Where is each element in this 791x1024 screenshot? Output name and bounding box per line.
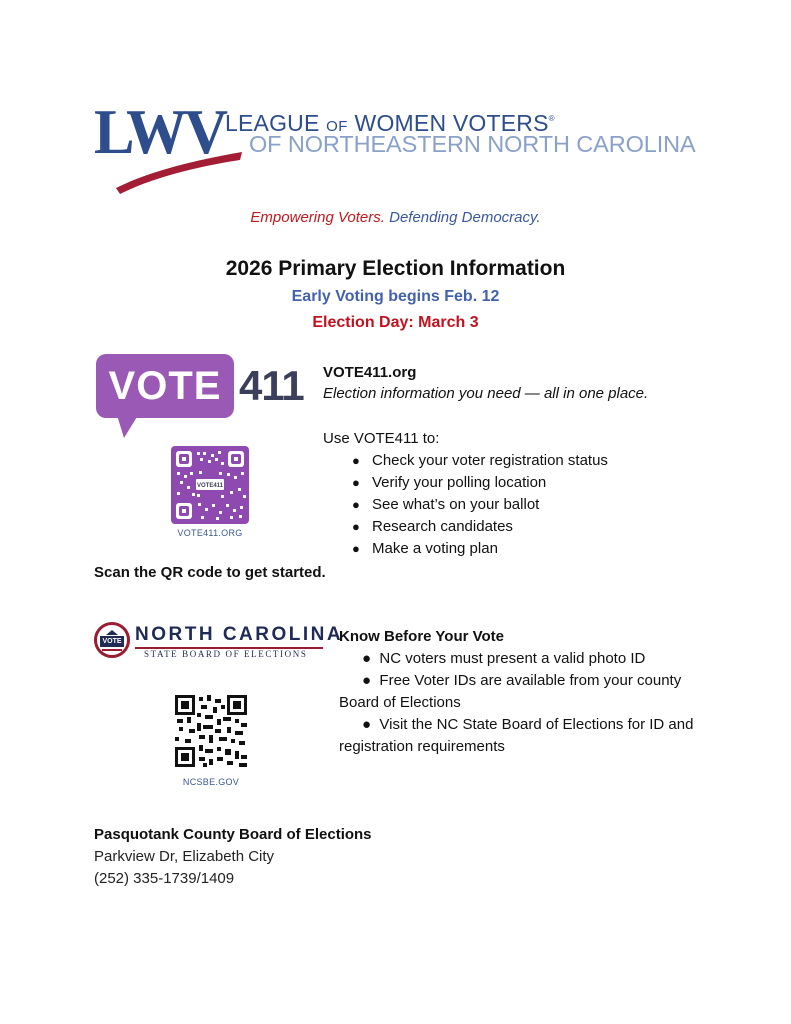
know-before-item-text: Free Voter IDs are available from your county Board of Elections xyxy=(339,672,682,711)
lwv-org-name-line2: OF NORTHEASTERN NORTH CAROLINA xyxy=(249,131,696,157)
know-before-item-3 xyxy=(339,714,709,758)
list-item-text: Check your voter registration status xyxy=(372,452,608,469)
speech-bubble-tail-icon xyxy=(116,412,140,438)
bullet-icon: ● xyxy=(352,541,360,556)
nc-board-title: NORTH CAROLINA xyxy=(135,624,344,645)
vote411-feature-list xyxy=(352,450,608,560)
vote411-qr-icon xyxy=(171,446,249,524)
vote411-qr-center-label: VOTE411 xyxy=(196,483,224,489)
nc-seal-text: VOTE xyxy=(100,636,124,647)
bullet-icon: ● xyxy=(362,716,372,733)
nc-board-subtitle: STATE BOARD OF ELECTIONS xyxy=(144,649,308,659)
ncsbe-qr-icon xyxy=(175,695,247,767)
list-item xyxy=(352,494,608,516)
list-item-text: Research candidates xyxy=(372,518,513,535)
vote411-logo xyxy=(96,354,316,438)
county-board-phone: (252) 335-1739/1409 xyxy=(94,870,235,887)
lwv-of-word: OF xyxy=(326,118,348,135)
nc-vote-seal-icon xyxy=(94,622,130,658)
county-board-address: Parkview Dr, Elizabeth City xyxy=(94,848,275,865)
page-title: 2026 Primary Election Information xyxy=(225,257,566,280)
vote411-qr-code[interactable] xyxy=(171,446,249,524)
list-item xyxy=(352,472,608,494)
ncsbe-logo xyxy=(94,622,344,664)
bullet-icon: ● xyxy=(352,497,360,512)
bullet-icon: ● xyxy=(352,453,360,468)
lwv-swoosh-icon xyxy=(114,148,244,194)
lwv-logo-letters: LWV xyxy=(94,96,226,167)
vote411-site-title[interactable]: VOTE411.org xyxy=(323,364,417,381)
vote411-qr-caption: VOTE411.ORG xyxy=(177,528,243,538)
county-board-name: Pasquotank County Board of Elections xyxy=(94,826,372,843)
list-item-text: Verify your polling location xyxy=(372,474,547,491)
tagline-part1: Empowering Voters. xyxy=(250,209,385,226)
bullet-icon: ● xyxy=(362,650,372,667)
lwv-league-word: LEAGUE xyxy=(225,110,320,136)
list-item xyxy=(352,450,608,472)
election-day-heading: Election Day: March 3 xyxy=(312,314,479,331)
registered-mark: ® xyxy=(548,114,555,123)
vote411-subtitle: Election information you need — all in one place. xyxy=(323,385,649,402)
lwv-women-voters-words: WOMEN VOTERS xyxy=(354,110,549,136)
list-item-text: Make a voting plan xyxy=(372,540,498,557)
early-voting-heading: Early Voting begins Feb. 12 xyxy=(291,288,500,305)
ncsbe-qr-code[interactable] xyxy=(175,695,247,767)
bullet-icon: ● xyxy=(352,475,360,490)
list-item xyxy=(352,516,608,538)
know-before-item-text: Visit the NC State Board of Elections for ID and registration requirements xyxy=(339,716,694,755)
list-item-text: See what’s on your ballot xyxy=(372,496,540,513)
vote411-use-intro: Use VOTE411 to: xyxy=(323,430,440,447)
vote411-logo-bubble: VOTE xyxy=(96,354,234,418)
bullet-icon: ● xyxy=(352,519,360,534)
vote411-logo-number: 411 xyxy=(239,362,304,409)
tagline xyxy=(0,209,791,226)
tagline-part2: Defending Democracy. xyxy=(389,209,541,226)
know-before-item-2 xyxy=(339,670,699,714)
ncsbe-qr-caption: NCSBE.GOV xyxy=(182,777,240,787)
know-before-item-1 xyxy=(362,648,645,670)
lwv-logo xyxy=(94,96,234,194)
know-before-title: Know Before Your Vote xyxy=(339,628,505,645)
know-before-item-text: NC voters must present a valid photo ID xyxy=(379,650,646,667)
scan-qr-instruction: Scan the QR code to get started. xyxy=(94,564,326,581)
bullet-icon: ● xyxy=(362,672,372,689)
list-item xyxy=(352,538,608,560)
